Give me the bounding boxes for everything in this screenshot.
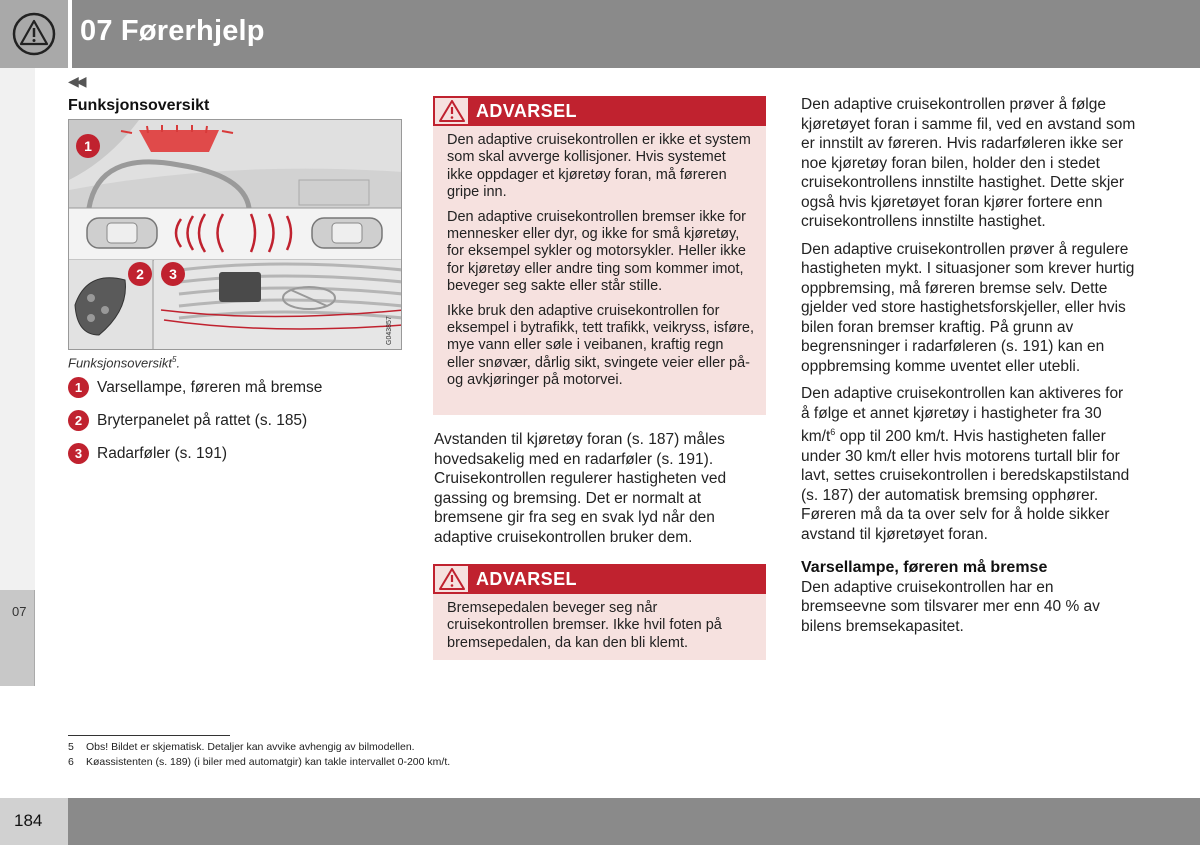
figure-caption: Funksjonsoversikt$^5$. (68, 355, 181, 371)
warning-triangle-icon (12, 12, 56, 56)
warning-1-paragraph-1: Den adaptive cruisekontrollen er ikke et system som skal avverge kollisjoner. Hvis systemet ikke oppdager et kjøretøy foran, må føreren gripe inn. (447, 132, 751, 201)
warning-header-1 (433, 96, 766, 126)
footnote-6: 6 Køassistenten (s. 189) (i biler med automatgir) kan takle intervallet 0-200 km/t. (68, 756, 451, 768)
warning-2-paragraph-1: Bremsepedalen beveger seg når cruisekontrollen bremser. Ikke hvil foten på bremsepedalen, da kan den bli klemt. (447, 600, 722, 651)
legend-text-2: Bryterpanelet på rattet (s. 185) (97, 411, 308, 429)
header-icon-box (0, 0, 68, 68)
paragraph-speed-range: Den adaptive cruisekontrollen kan aktiveres for å følge et annet kjøretøy i hastigheter fra 30 $km/t^6$ opp til 200 km/t. Hvis hastigheten faller under 30 km/t eller hvis motorens turtall blir for lavt, settes cruisekontrollen i beredskapstilstand (s. 187) der automatisk bremsing opphører. Føreren må da ta over selv for å holde sikker avstand til kjøretøyet foran. (801, 385, 1130, 543)
warning-header-2 (433, 564, 766, 594)
warning-box-2 (433, 564, 766, 660)
vehicle-ahead-icon (312, 218, 382, 248)
warning-title-2: ADVARSEL (476, 568, 577, 589)
paragraph-soft-regulation: Den adaptive cruisekontrollen prøver å regulere hastigheten mykt. I situasjoner som krever hurtig oppbremsing, må føreren bremse selv. Dette gjelder ved store hastighetsforskjeller, eller hvis bilen foran bremser kraftig. På grunn av begrensninger i radarføleren (s. 191) kan en oppbremsing komme uventet eller utebli. (801, 240, 1135, 375)
page-number: 184 (14, 811, 43, 830)
warning-title-1: ADVARSEL (476, 100, 577, 121)
chapter-title: 07 Førerhjelp (80, 15, 265, 47)
footnote-ref-6[interactable]: 6 (830, 427, 836, 437)
footnote-5: 5 Obs! Bildet er skjematisk. Detaljer kan avvike avhengig av bilmodellen. (68, 741, 415, 753)
callout-3-label: 3 (169, 266, 177, 282)
warning-icon-box-1 (433, 96, 470, 126)
paragraph-brake-capacity: Den adaptive cruisekontrollen har en bremseevne som tilsvarer mer enn 40 % av bilens bremsekapasitet. (801, 578, 1100, 635)
legend-item-2 (68, 410, 307, 431)
legend-item-3 (68, 443, 227, 464)
callout-1 (76, 134, 100, 158)
body-text-radar: Avstanden til kjøretøy foran (s. 187) måles hovedsakelig med en radarføler (s. 191). Cruisekontrollen regulerer hastigheten ved gassing og bremsing. Det er normalt at bremsene gir fra seg en svak lyd når den adaptive cruisekontrollen bruker dem. (434, 431, 727, 546)
function-overview-figure (68, 119, 402, 350)
warning-triangle-icon (439, 568, 465, 590)
callout-1-label: 1 (84, 138, 92, 154)
warning-1-paragraph-2: Den adaptive cruisekontrollen bremser ikke for mennesker eller dyr, og ikke for små kjøretøy, for eksempel sykler og motorsykler. Heller ikke for kjøretøy eller andre ting som kommer imot, beveger seg sakte eller står stille. (447, 208, 746, 295)
legend-badge-1: 1 (68, 377, 89, 398)
footnote-ref-5[interactable]: 5 (172, 355, 177, 364)
warning-1-paragraph-3: Ikke bruk den adaptive cruisekontrollen for eksempel i bytrafikk, tett trafikk, veikryss, isføre, mye vann eller søle i veibanen, kraftig regn eller snøvær, dårlig sikt, svingete veier eller på- og avkjøringer på motorvei. (447, 302, 754, 389)
paragraph-follow-vehicle: Den adaptive cruisekontrollen prøver å følge kjøretøyet foran i samme fil, ved en avstand som er innstilt av føreren. Hvis radarføleren ikke ser noe kjøretøy foran bilen, holder den i stedet cruisekontrollens innstilte hastighet. Dette skjer også hvis kjøretøyet foran kjører fortere enn cruisekontrollens innstilte hastighet. (801, 96, 1136, 230)
legend-badge-3: 3 (68, 443, 89, 464)
footer-bar (0, 798, 1200, 845)
legend-badge-2: 2 (68, 410, 89, 431)
own-car-icon (87, 218, 157, 248)
subheading-warning-light: Varsellampe, føreren må bremse (801, 559, 1048, 577)
warning-icon-box-2 (433, 564, 470, 594)
section-title: Funksjonsoversikt (68, 97, 210, 114)
warning-triangle-icon (439, 100, 465, 122)
legend-text-3: Radarføler (s. 191) (97, 444, 228, 462)
function-overview-illustration (69, 120, 402, 350)
callout-2 (128, 262, 152, 286)
back-nav-icon[interactable]: ◀◀ (68, 73, 84, 89)
callout-3 (161, 262, 185, 286)
warning-body-1 (433, 126, 766, 398)
figure-code: G043857 (386, 316, 393, 345)
chapter-tab-label: 07 (12, 604, 27, 619)
callout-2-label: 2 (136, 266, 144, 282)
legend-item-1 (68, 377, 322, 398)
header-divider (68, 0, 72, 68)
right-column (801, 95, 1136, 644)
warning-box-1 (433, 96, 766, 415)
warning-body-2 (433, 594, 766, 660)
footnote-rule (68, 735, 230, 736)
legend-text-1: Varsellampe, føreren må bremse (97, 378, 323, 396)
